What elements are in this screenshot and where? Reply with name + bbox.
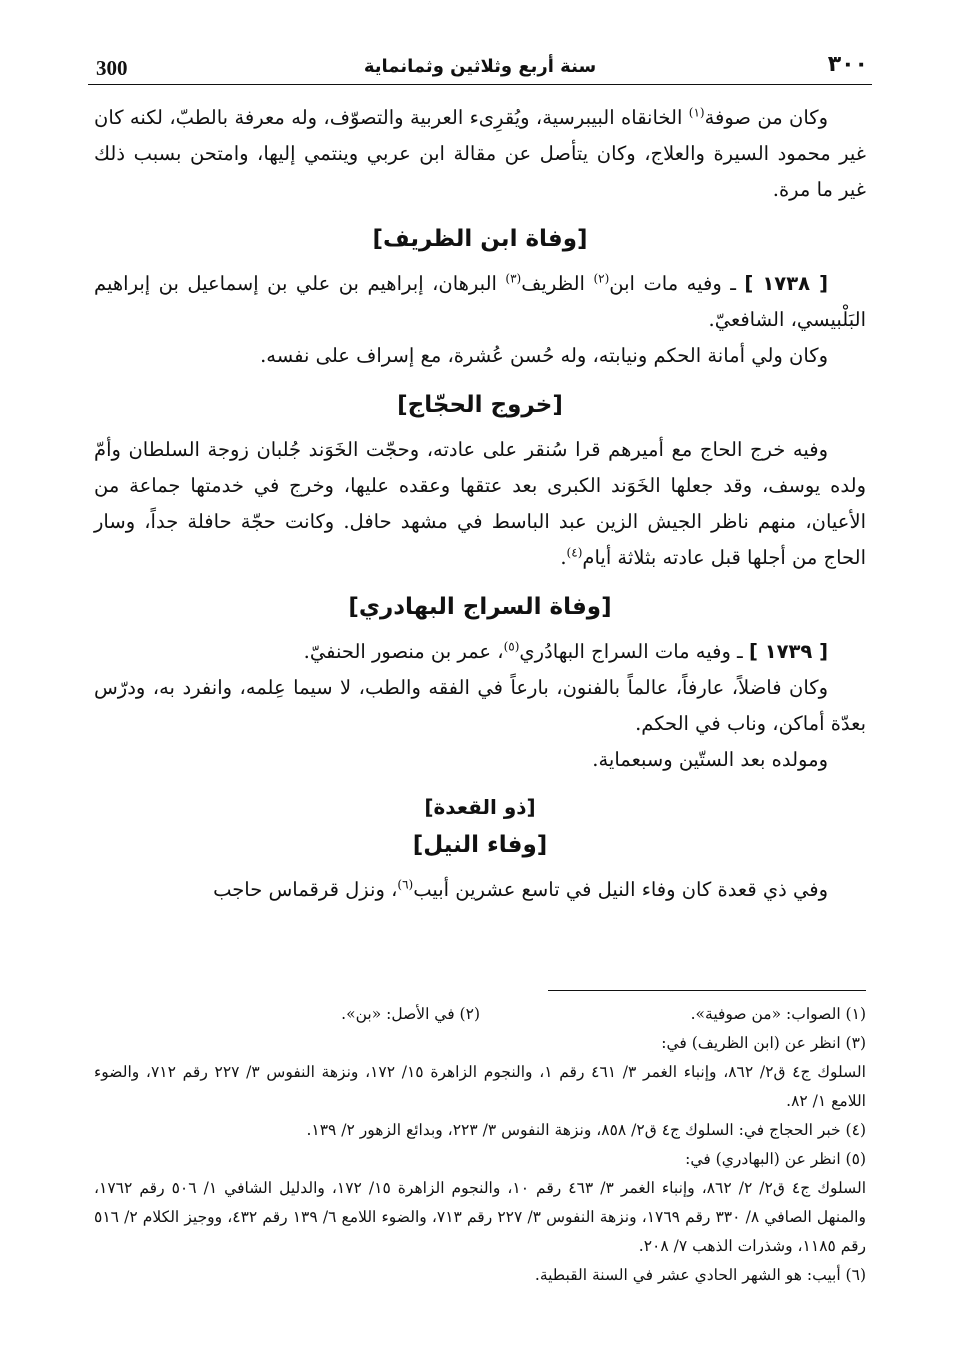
entry-1739 <box>94 634 866 670</box>
section-heading-dhul-qada: [ذو القعدة] <box>424 795 536 819</box>
entry-1738 <box>94 266 866 338</box>
text-run: وكان من صوفة <box>704 106 828 129</box>
page-number-latin: 300 <box>96 56 128 80</box>
footnote-row <box>94 1000 866 1029</box>
footnote-ref[interactable]: (١) <box>688 105 705 120</box>
text-run: ـ وفيه مات السراج البهادُري <box>519 640 749 663</box>
running-header <box>88 50 872 85</box>
footnote-3-body: السلوك ج٤ ق٢/ ٨٦٢، وإنباء الغمر ٣/ ٤٦١ رقم ١، والنجوم الزاهرة ١٥/ ١٧٢، ونزهة النفوس ٣/ ٢٢٧ رقم ٧١٢، والضوء اللامع ١/ ٨٢. <box>94 1063 866 1110</box>
text-run: الظريف <box>521 272 594 295</box>
text-run: البرهان، إبراهيم بن علي بن إسماعيل بن إبراهيم البَلْبيسي، الشافعيّ. <box>94 272 866 331</box>
main-text <box>94 100 866 908</box>
paragraph-nile <box>94 872 866 908</box>
paragraph-hajj <box>94 432 866 576</box>
text-run: وفيه خرج الحاج مع أميرهم قرا سُنقر على عادته، وحجّت الخَوَند جُلبان زوجة السلطان وأمّ ولده يوسف، وقد جعلها الخَوَند الكبرى بعد عتقها وعقده عليها، وخرج في خدمتها جماعة من الأعيان، منهم ناظر الجيش الزين عبد الباسط في مشهد حافل. وكانت حجّة حافلة جداً، وسار الحاج من أجلها قبل عادته بثلاثة أيام <box>94 438 866 569</box>
footnote-ref[interactable]: (٥) <box>503 639 520 654</box>
section-heading-ibn-al-zarif: [وفاة ابن الظريف] <box>372 226 588 252</box>
entry-1738-detail: وكان ولي أمانة الحكم ونيابته، وله حُسن عُشرة، مع إسراف على نفسه. <box>260 344 828 367</box>
section-heading-bahadri: [وفاة السراج البهادري] <box>348 594 612 620</box>
text-run: وفي ذي قعدة كان وفاء النيل في تاسع عشرين أبيب <box>413 878 828 901</box>
footnote-ref[interactable]: (٢) <box>593 271 610 286</box>
footnote-6: (٦) أبيب: هو الشهر الحادي عشر في السنة القبطية. <box>534 1266 866 1284</box>
entry-number: [ ١٧٣٩ ] <box>748 640 828 663</box>
footnote-ref[interactable]: (٦) <box>397 877 414 892</box>
footnote-1: (١) الصواب: «من صوفية». <box>690 1005 866 1023</box>
text-run: ، ونزل قرقماس حاجب <box>213 878 398 901</box>
entry-1739-birth: ومولده بعد الستّين وسبعماية. <box>592 748 828 771</box>
footnote-3-head: (٣) انظر عن (ابن الظريف) في: <box>661 1034 866 1052</box>
footnotes <box>94 1000 866 1290</box>
footnote-2: (٢) في الأصل: «بن». <box>341 1005 480 1023</box>
footnote-divider <box>548 990 866 991</box>
footnote-ref[interactable]: (٤) <box>566 545 583 560</box>
page-number-arabic: ٣٠٠ <box>827 52 868 77</box>
footnote-4: (٤) خبر الحجاج في: السلوك ج٤ ق٢/ ٨٥٨، ونزهة النفوس ٣/ ٢٢٣، وبدائع الزهور ٢/ ١٣٩. <box>306 1121 866 1139</box>
section-heading-hajj: [خروج الحجّاج] <box>397 392 563 418</box>
footnote-ref[interactable]: (٣) <box>505 271 522 286</box>
footnote-5-body: السلوك ج٤ ق٢/ ٢/ ٨٦٢، وإنباء الغمر ٣/ ٤٦٣ رقم ١٠، والنجوم الزاهرة ١٥/ ١٧٢، والدليل الشافي ١/ ٥٠٦ رقم ١٧٦٢، والمنهل الصافي ٨/ ٣٣٠ رقم ١٧٦٩، ونزهة النفوس ٣/ ٢٢٧ رقم ٧١٣، والضوء اللامع ٦/ ١٣٩ رقم ٤٣٢، ووجيز الكلام ٢/ ٥١٦ رقم ١١٨٥، وشذرات الذهب ٧/ ٢٠٨. <box>94 1179 867 1255</box>
section-heading-nile: [وفاء النيل] <box>412 832 548 858</box>
entry-1739-detail: وكان فاضلاً، عارفاً، عالماً بالفنون، بارعاً في الفقه والطب، لا سيما عِلمه، وانفرد به، ودرّس بعدّة أماكن، وناب في الحكم. <box>94 676 866 735</box>
text-run: الخانقاه البيبرسية، ويُقرِىء العربية والتصوّف، وله معرفة بالطبّ، لكنه كان غير محمود السيرة والعلاج، وكان يتأصل عن مقالة ابن عربي وينتمي إليها، وامتحن بسبب ذلك غير ما مرة. <box>94 106 866 201</box>
text-run: ـ وفيه مات ابن <box>609 272 745 295</box>
footnote-5-head: (٥) انظر عن (البهادري) في: <box>685 1150 866 1168</box>
paragraph-sufi <box>94 100 866 208</box>
entry-number: [ ١٧٣٨ ] <box>744 272 828 295</box>
running-title: سنة أربع وثلاثين وثمانماية <box>363 56 597 77</box>
text-run: ، عمر بن منصور الحنفيّ. <box>303 640 504 663</box>
text-run: . <box>560 546 567 569</box>
